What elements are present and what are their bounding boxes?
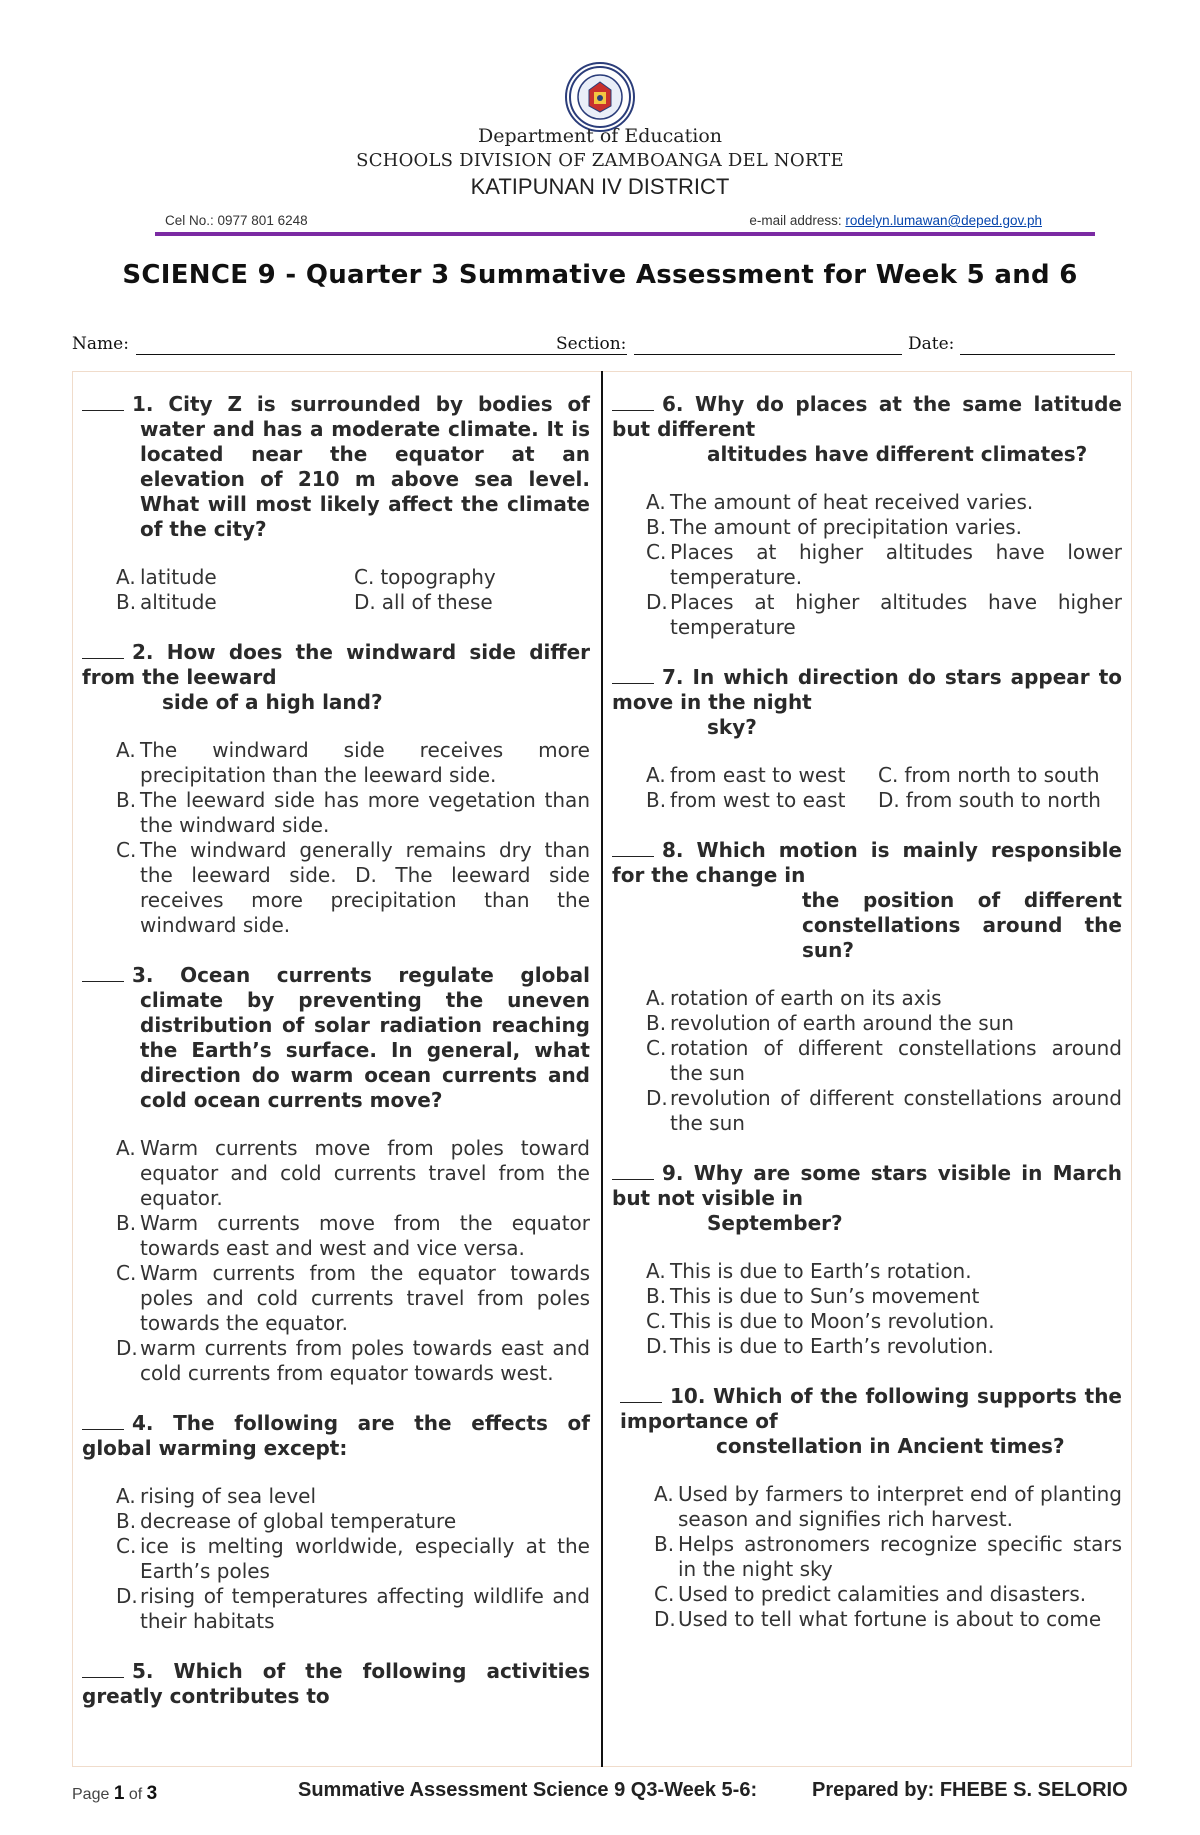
options-col-a: A. from east to west B. from west to east bbox=[646, 763, 846, 812]
name-label: Name: bbox=[72, 334, 129, 354]
question-1-options bbox=[82, 565, 590, 615]
option-c: C. The windward generally remains dry than the leeward side. D. The leeward side receives more precipitation than the windward side. bbox=[116, 838, 590, 937]
question-2-options bbox=[82, 738, 590, 938]
option-c: C. Places at higher altitudes have lower temperature. bbox=[646, 540, 1122, 589]
footer-prepared-by: Prepared by: FHEBE S. SELORIO bbox=[812, 1779, 1128, 1801]
header-divider bbox=[155, 232, 1095, 236]
option-b: B. The leeward side has more vegetation than the windward side. bbox=[116, 788, 590, 837]
page-footer bbox=[72, 1777, 1132, 1807]
question-10-options bbox=[612, 1482, 1122, 1632]
option-b: B. decrease of global temperature bbox=[116, 1509, 457, 1533]
name-blank[interactable] bbox=[136, 354, 627, 355]
option-a: A. Used by farmers to interpret end of planting season and signifies rich harvest. bbox=[654, 1482, 1122, 1531]
options-col-b: C. from north to south D. from south to north bbox=[878, 763, 1101, 812]
answer-blank[interactable] bbox=[612, 392, 654, 411]
question-3-options bbox=[82, 1136, 590, 1386]
question-9: 9. Why are some stars visible in March but not visible in September? bbox=[612, 1161, 1122, 1235]
question-1: 1. City Z is surrounded by bodies of water and has a moderate climate. It is located near the equator at an elevation of 210 m above sea level. What will most likely affect the climate of the city? bbox=[82, 392, 590, 542]
section-blank[interactable] bbox=[634, 354, 902, 355]
option-a: A. rising of sea level bbox=[116, 1484, 317, 1508]
email-label: e-mail address: bbox=[749, 213, 842, 228]
question-7: 7. In which direction do stars appear to move in the night sky? bbox=[612, 665, 1122, 739]
question-4: 4. The following are the effects of global warming except: bbox=[82, 1411, 590, 1460]
option-d: D. revolution of different constellations around the sun bbox=[646, 1086, 1122, 1135]
option-b: B. Warm currents move from the equator towards east and west and vice versa. bbox=[116, 1211, 590, 1260]
option-c: C. ice is melting worldwide, especially at the Earth’s poles bbox=[116, 1534, 590, 1583]
section-label: Section: bbox=[556, 334, 627, 354]
option-a: A. The amount of heat received varies. bbox=[646, 490, 1034, 514]
answer-blank[interactable] bbox=[82, 1659, 124, 1678]
answer-blank[interactable] bbox=[612, 665, 654, 684]
option-d: D. rising of temperatures affecting wildlife and their habitats bbox=[116, 1584, 590, 1633]
question-2: 2. How does the windward side differ from the leeward side of a high land? bbox=[82, 640, 590, 714]
answer-blank[interactable] bbox=[82, 392, 124, 411]
department-name: Department of Education bbox=[478, 125, 722, 147]
answer-blank[interactable] bbox=[82, 640, 124, 659]
option-a: A. This is due to Earth’s rotation. bbox=[646, 1259, 972, 1283]
date-blank[interactable] bbox=[960, 354, 1115, 355]
question-8: 8. Which motion is mainly responsible for the change in the position of different constellations around the sun? bbox=[612, 838, 1122, 962]
page-indicator: Page 1 of 3 bbox=[72, 1783, 158, 1804]
option-b: B. The amount of precipitation varies. bbox=[646, 515, 1023, 539]
option-a: A. Warm currents move from poles toward equator and cold currents travel from the equator. bbox=[116, 1136, 590, 1210]
options-col-a: A. latitude B. altitude bbox=[116, 565, 217, 614]
right-column bbox=[612, 392, 1122, 1657]
option-a: A. rotation of earth on its axis bbox=[646, 986, 942, 1010]
division-name: SCHOOLS DIVISION OF ZAMBOANGA DEL NORTE bbox=[356, 150, 844, 171]
option-b: B. Helps astronomers recognize specific stars in the night sky bbox=[654, 1532, 1122, 1581]
question-3: 3. Ocean currents regulate global climate by preventing the uneven distribution of solar radiation reaching the Earth’s surface. In general, what direction do warm ocean currents and cold ocean currents move? bbox=[82, 963, 590, 1113]
district-name: KATIPUNAN IV DISTRICT bbox=[470, 174, 730, 199]
deped-seal-logo bbox=[565, 62, 635, 132]
options-col-b: C. topography D. all of these bbox=[354, 565, 496, 614]
answer-blank[interactable] bbox=[82, 963, 124, 982]
option-c: C. This is due to Moon’s revolution. bbox=[646, 1309, 995, 1333]
cel-number: Cel No.: 0977 801 6248 bbox=[165, 213, 308, 228]
question-10: 10. Which of the following supports the importance of constellation in Ancient times? bbox=[620, 1384, 1122, 1458]
column-divider bbox=[601, 371, 603, 1767]
email-line bbox=[749, 213, 1042, 228]
question-9-options bbox=[612, 1259, 1122, 1359]
question-5: 5. Which of the following activities greatly contributes to bbox=[82, 1659, 590, 1708]
page-title: SCIENCE 9 - Quarter 3 Summative Assessment for Week 5 and 6 bbox=[122, 260, 1078, 290]
question-6: 6. Why do places at the same latitude but different altitudes have different climates? bbox=[612, 392, 1122, 466]
left-column bbox=[82, 392, 590, 1709]
email-link[interactable]: rodelyn.lumawan@deped.gov.ph bbox=[845, 213, 1042, 228]
question-6-options bbox=[612, 490, 1122, 640]
option-b: B. This is due to Sun’s movement bbox=[646, 1284, 980, 1308]
option-c: C. rotation of different constellations around the sun bbox=[646, 1036, 1122, 1085]
option-d: D. Used to tell what fortune is about to come bbox=[654, 1607, 1102, 1631]
option-c: C. Warm currents from the equator towards poles and cold currents travel from poles towards the equator. bbox=[116, 1261, 590, 1335]
answer-blank[interactable] bbox=[612, 1161, 654, 1180]
option-d: D. warm currents from poles towards east and cold currents from equator towards west. bbox=[116, 1336, 590, 1385]
footer-assessment-title: Summative Assessment Science 9 Q3-Week 5-6: bbox=[298, 1779, 758, 1801]
question-4-options bbox=[82, 1484, 590, 1634]
option-b: B. revolution of earth around the sun bbox=[646, 1011, 1014, 1035]
answer-blank[interactable] bbox=[620, 1384, 662, 1403]
option-a: A. The windward side receives more precipitation than the leeward side. bbox=[116, 738, 590, 787]
answer-blank[interactable] bbox=[612, 838, 654, 857]
answer-blank[interactable] bbox=[82, 1411, 124, 1430]
question-7-options bbox=[612, 763, 1122, 813]
option-c: C. Used to predict calamities and disasters. bbox=[654, 1582, 1087, 1606]
question-8-options bbox=[612, 986, 1122, 1136]
date-label: Date: bbox=[908, 334, 955, 354]
option-d: D. This is due to Earth’s revolution. bbox=[646, 1334, 994, 1358]
option-d: D. Places at higher altitudes have higher temperature bbox=[646, 590, 1122, 639]
